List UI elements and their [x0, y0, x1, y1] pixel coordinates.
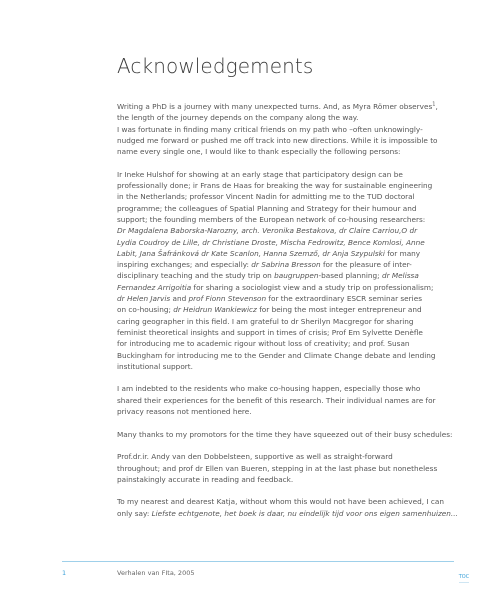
text-run: To my nearest and dearest Katja, without whom this would not have been achieved, I can [117, 497, 444, 507]
text-run: Liefste echtgenote, het boek is daar, nu eindelijk tijd voor ons eigen samenhuizen... [151, 508, 458, 518]
text-run: caring geographer in this field. I am grateful to dr Sherilyn Macgregor for sharing [117, 316, 414, 326]
text-line [117, 474, 429, 485]
text-line [117, 259, 429, 270]
text-run: Labit, Jana Šafránková dr Kate Scanlon, Hanna Szemző, dr Anja Szypulski [117, 248, 385, 258]
paragraph-gap [117, 372, 429, 383]
text-line [117, 214, 429, 225]
text-line [117, 350, 436, 361]
text-run: dr Sabrina Bresson [251, 260, 321, 270]
text-line [117, 282, 434, 293]
text-run: for sharing a sociologist view and a study trip on professionalism; [191, 282, 434, 292]
text-run: inspiring exchanges; and especially: [117, 260, 252, 270]
text-run: for being the most integer entrepreneur and [256, 305, 422, 315]
text-run: only say: [117, 508, 152, 518]
text-line [117, 496, 444, 507]
text-run: programme; the colleagues of Spatial Planning and Strategy for their humour and [117, 203, 417, 213]
text-run: prof Fionn Stevenson [188, 294, 267, 304]
text-line [117, 338, 429, 349]
text-line [117, 270, 429, 281]
text-line [117, 463, 438, 474]
text-run: dr Melissa [381, 271, 419, 281]
text-line [117, 146, 429, 157]
paragraph [117, 496, 458, 519]
page-title: Acknowledgements [117, 54, 314, 78]
text-line [117, 124, 429, 135]
text-line [117, 293, 429, 304]
text-line [117, 112, 429, 123]
paragraph [117, 169, 436, 372]
footer-source: Verhalen van FIta, 2005 [117, 569, 195, 577]
text-run: Ir Ineke Hulshof for showing at an early stage that participatory design can be [117, 169, 403, 179]
paragraph [117, 101, 438, 157]
text-line [117, 180, 433, 191]
text-run: shared their experiences for the benefit of this research. Their individual names are for [117, 395, 436, 405]
text-run: for the pleasure of inter- [320, 260, 412, 270]
footnote-marker: 1 [432, 101, 436, 108]
text-line [117, 395, 436, 406]
text-line [117, 225, 429, 236]
text-run: disciplinary teaching and the study trip on [117, 271, 275, 281]
text-run: Lydia Coudroy de Lille, dr Christiane Droste, Mischa Fedrowitz, Bence Komlosi, Anne [117, 237, 425, 247]
text-run: name every single one, I would like to thank especially the following persons: [117, 147, 401, 157]
text-run: on co-housing; [117, 305, 174, 315]
paragraph-gap [117, 440, 429, 451]
text-line [117, 316, 429, 327]
paragraph [117, 383, 436, 417]
text-line [117, 304, 429, 315]
text-run: nudged me forward or pushed me off track into new directions. While it is impossible to [117, 135, 438, 145]
text-run: Dr Magdalena Baborska-Narozny, arch. Veronika Bestakova, dr Claire Carriou,O dr [117, 226, 418, 236]
text-run: institutional support. [117, 361, 193, 371]
text-run: -based planning; [318, 271, 382, 281]
paragraph [117, 451, 438, 485]
text-line [117, 191, 429, 202]
text-line [117, 429, 453, 440]
text-line [117, 327, 429, 338]
text-run: for many [384, 248, 421, 258]
paragraph-gap [117, 417, 429, 428]
toc-underline [459, 582, 469, 583]
page-number: 1 [62, 569, 67, 577]
text-line [117, 237, 429, 248]
text-line [117, 101, 438, 112]
text-line [117, 361, 429, 372]
text-run: support; the founding members of the European network of co-housing researchers: [117, 214, 426, 224]
text-run: and [170, 294, 189, 304]
text-line [117, 248, 429, 259]
text-run: Many thanks to my promotors for the time they have squeezed out of their busy schedules: [117, 429, 453, 439]
text-run: I am indebted to the residents who make co-housing happen, especially those who [117, 384, 421, 394]
text-run: dr Helen Jarvis [117, 294, 171, 304]
text-run: Writing a PhD is a journey with many unexpected turns. And, as Myra Römer observes [117, 102, 433, 111]
text-run: professionally done; ir Frans de Haas for breaking the way for sustainable engineering [117, 181, 433, 191]
text-line [117, 508, 458, 519]
text-run: for introducing me to academic rigour without loss of creativity; and prof. Susan [117, 339, 410, 349]
text-run: Prof.dr.ir. Andy van den Dobbelsteen, supportive as well as straight-forward [117, 452, 393, 462]
text-run: painstakingly accurate in reading and feedback. [117, 474, 294, 484]
text-line [117, 406, 429, 417]
text-run: for the extraordinary ESCR seminar series [266, 294, 422, 304]
text-run: the length of the journey depends on the company along the way. [117, 113, 359, 123]
text-run: dr Heidrun Wankiewicz [173, 305, 257, 315]
paragraph-gap [117, 485, 429, 496]
text-run: Buckingham for introducing me to the Gender and Climate Change debate and lending [117, 350, 436, 360]
toc-link[interactable] [456, 574, 472, 583]
text-run: feminist theoretical insights and support in times of crisis; Prof Em Sylvette Denèfle [117, 327, 423, 337]
footer-divider [62, 561, 454, 562]
text-run: , [435, 102, 438, 111]
text-line [117, 135, 438, 146]
text-run: I was fortunate in finding many critical friends on my path who –often unknowingly- [117, 124, 423, 134]
text-run: privacy reasons not mentioned here. [117, 407, 252, 417]
text-run: in the Netherlands; professor Vincent Nadin for admitting me to the TUD doctoral [117, 192, 415, 202]
text-run: Fernandez Arrigoitia [117, 282, 192, 292]
paragraph-gap [117, 157, 429, 168]
toc-label: TOC [458, 574, 470, 580]
text-run: throughout; and prof dr Ellen van Bueren, stepping in at the last phase but nonetheless [117, 463, 438, 473]
text-line [117, 169, 429, 180]
body-text [117, 101, 458, 519]
text-run: baugruppen [274, 271, 319, 281]
paragraph [117, 429, 453, 440]
text-line [117, 451, 429, 462]
text-line [117, 383, 429, 394]
text-line [117, 203, 429, 214]
